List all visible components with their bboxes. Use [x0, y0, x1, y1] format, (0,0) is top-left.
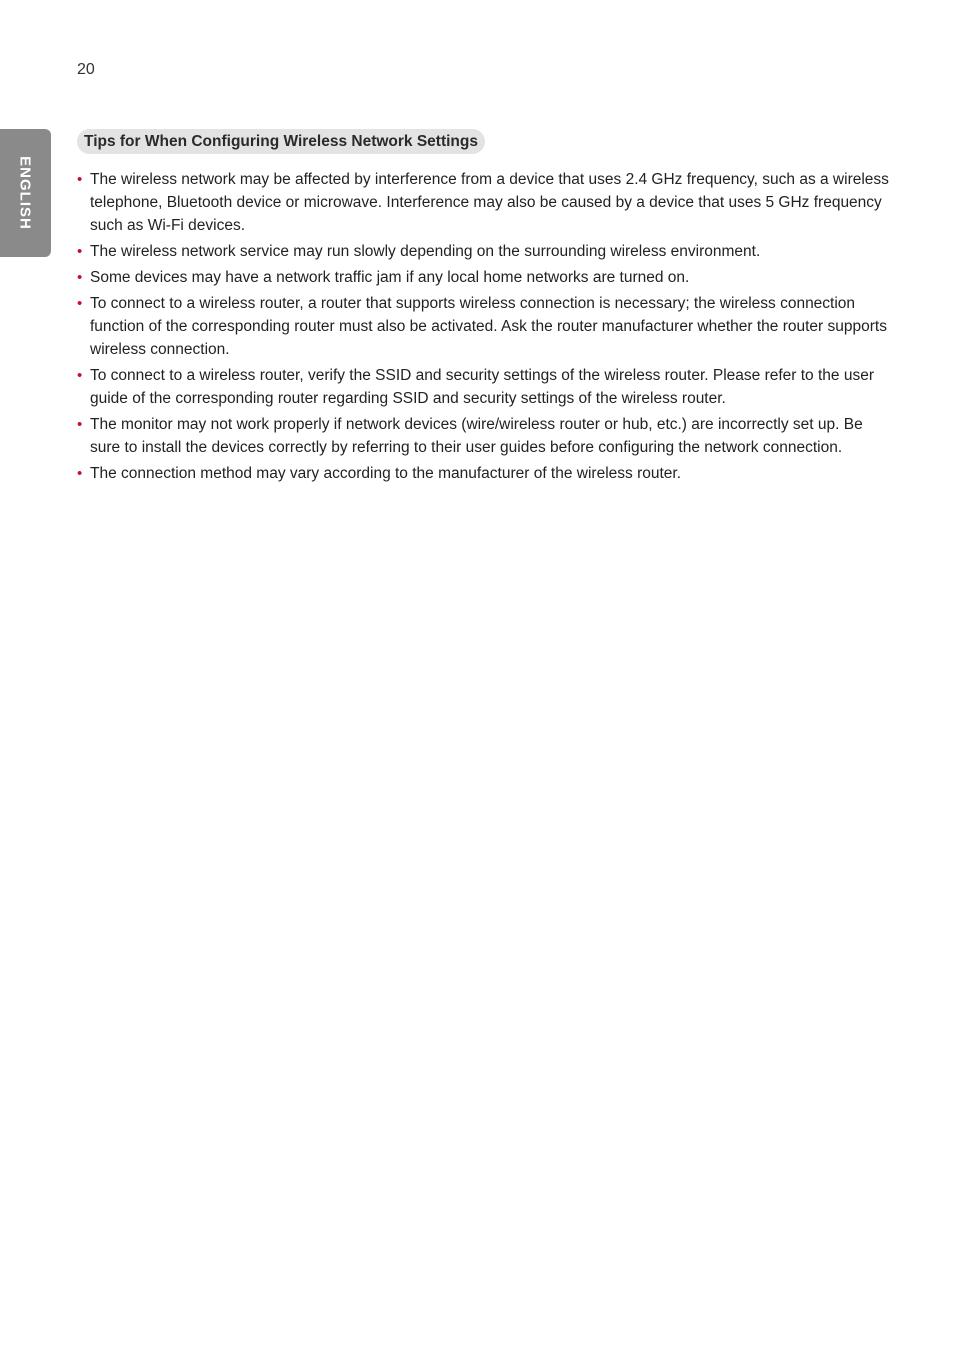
list-item-text: The monitor may not work properly if network devices (wire/wireless router or hub, etc.) are incorrectly set up. Be sure to install the devices correctly by referring to their user guides before configuring the network connection. — [90, 416, 863, 456]
bullet-icon: • — [77, 416, 83, 433]
list-item — [77, 364, 892, 410]
bullet-icon: • — [77, 367, 83, 384]
bullet-icon: • — [77, 243, 83, 260]
bullet-icon: • — [77, 295, 83, 312]
list-item — [77, 168, 892, 237]
language-tab — [0, 129, 51, 257]
language-tab-label: ENGLISH — [16, 156, 34, 230]
list-item — [77, 462, 892, 485]
list-item-text: To connect to a wireless router, verify the SSID and security settings of the wireless router. Please refer to the user guide of the corresponding router regarding SSID and security settings of the wireless router. — [90, 367, 874, 407]
list-item — [77, 292, 892, 361]
bullet-icon: • — [77, 269, 83, 286]
page-number: 20 — [77, 61, 95, 78]
list-item — [77, 240, 892, 263]
tips-list — [77, 168, 892, 488]
list-item-text: To connect to a wireless router, a router that supports wireless connection is necessary; the wireless connection function of the corresponding router must also be activated. Ask the router manufacturer whether the router supports wireless connection. — [90, 295, 887, 358]
list-item-text: Some devices may have a network traffic jam if any local home networks are turned on. — [90, 269, 690, 286]
list-item-text: The wireless network may be affected by interference from a device that uses 2.4 GHz frequency, such as a wireless telephone, Bluetooth device or microwave. Interference may also be caused by a device that uses 5 GHz frequency such as Wi-Fi devices. — [90, 171, 889, 234]
bullet-icon: • — [77, 171, 83, 188]
bullet-icon: • — [77, 465, 83, 482]
list-item — [77, 413, 892, 459]
list-item-text: The wireless network service may run slowly depending on the surrounding wireless environment. — [90, 243, 761, 260]
section-title: Tips for When Configuring Wireless Network Settings — [77, 129, 485, 154]
list-item-text: The connection method may vary according to the manufacturer of the wireless router. — [90, 465, 682, 482]
list-item — [77, 266, 892, 289]
